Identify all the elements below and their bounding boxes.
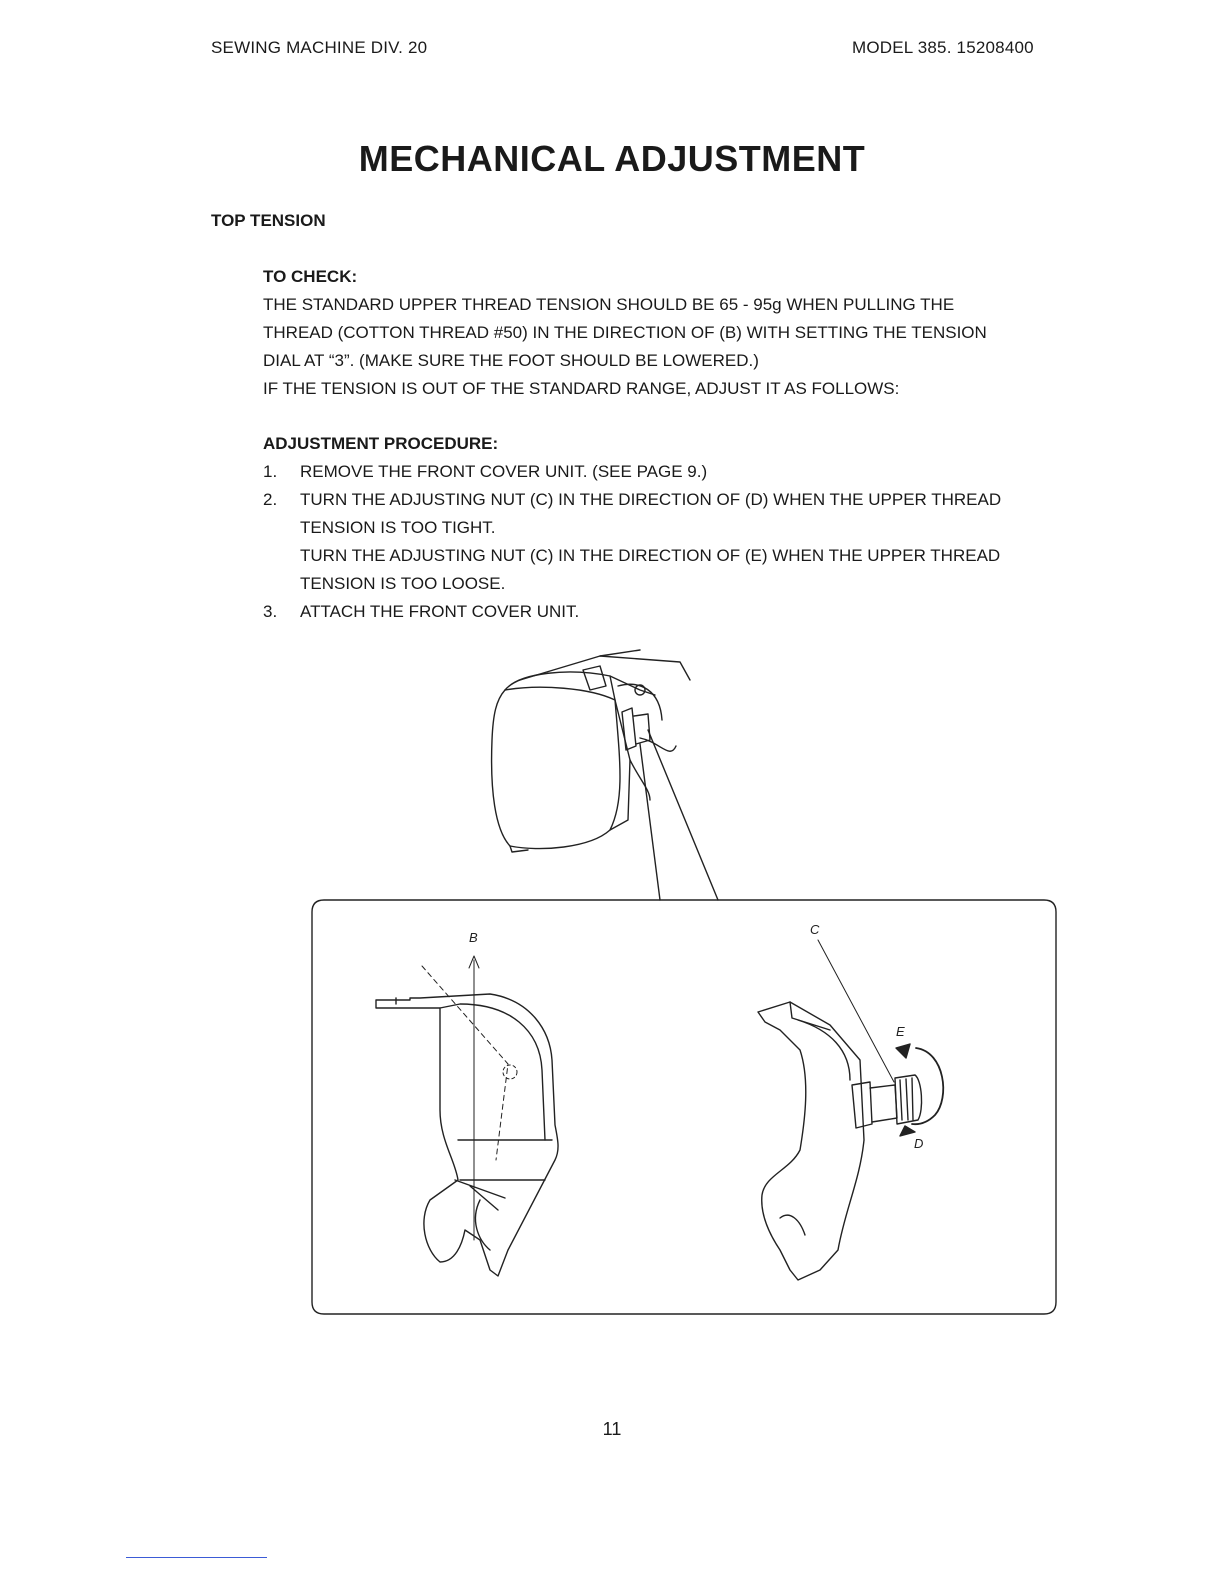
procedure-step xyxy=(263,486,1063,598)
procedure-step xyxy=(263,598,1063,626)
machine-head-illustration xyxy=(492,650,718,900)
page-number: 11 xyxy=(602,1419,622,1439)
section-heading: TOP TENSION xyxy=(211,211,326,230)
step-line: ATTACH THE FRONT COVER UNIT. xyxy=(300,602,580,621)
label-e: E xyxy=(896,1024,905,1039)
check-line: IF THE TENSION IS OUT OF THE STANDARD RANGE, ADJUST IT AS FOLLOWS: xyxy=(263,379,900,398)
thread-path-illustration xyxy=(376,956,558,1276)
check-line: THREAD (COTTON THREAD #50) IN THE DIRECTION OF (B) WITH SETTING THE TENSION xyxy=(263,323,987,342)
procedure-heading: ADJUSTMENT PROCEDURE: xyxy=(263,434,499,453)
label-c: C xyxy=(810,922,820,937)
to-check-heading: TO CHECK: xyxy=(263,267,358,286)
procedure-steps xyxy=(263,458,1063,626)
step-line: TENSION IS TOO TIGHT. xyxy=(300,518,496,537)
adjustment-procedure-block xyxy=(263,430,1063,626)
header-model-number: MODEL 385. 15208400 xyxy=(852,38,1034,57)
footer-rule xyxy=(126,1557,267,1558)
step-line: TENSION IS TOO LOOSE. xyxy=(300,574,506,593)
step-line: TURN THE ADJUSTING NUT (C) IN THE DIRECTION OF (E) WHEN THE UPPER THREAD xyxy=(300,546,1001,565)
detail-frame xyxy=(312,900,1056,1314)
tension-adjustment-diagram xyxy=(0,640,1224,1340)
front-cover-illustration xyxy=(758,940,943,1280)
step-number: 1. xyxy=(263,462,278,481)
check-line: THE STANDARD UPPER THREAD TENSION SHOULD BE 65 - 95g WHEN PULLING THE xyxy=(263,295,955,314)
header-section-label: SEWING MACHINE DIV. 20 xyxy=(211,38,428,57)
to-check-block xyxy=(263,263,1063,403)
label-d: D xyxy=(914,1136,924,1151)
step-line: TURN THE ADJUSTING NUT (C) IN THE DIRECTION OF (D) WHEN THE UPPER THREAD xyxy=(300,490,1002,509)
step-line: REMOVE THE FRONT COVER UNIT. (SEE PAGE 9.) xyxy=(300,462,708,481)
step-number: 2. xyxy=(263,490,278,509)
procedure-step xyxy=(263,458,1063,486)
page-title: MECHANICAL ADJUSTMENT xyxy=(358,138,866,179)
step-number: 3. xyxy=(263,602,278,621)
check-line: DIAL AT “3”. (MAKE SURE THE FOOT SHOULD BE LOWERED.) xyxy=(263,351,759,370)
label-b: B xyxy=(469,930,478,945)
